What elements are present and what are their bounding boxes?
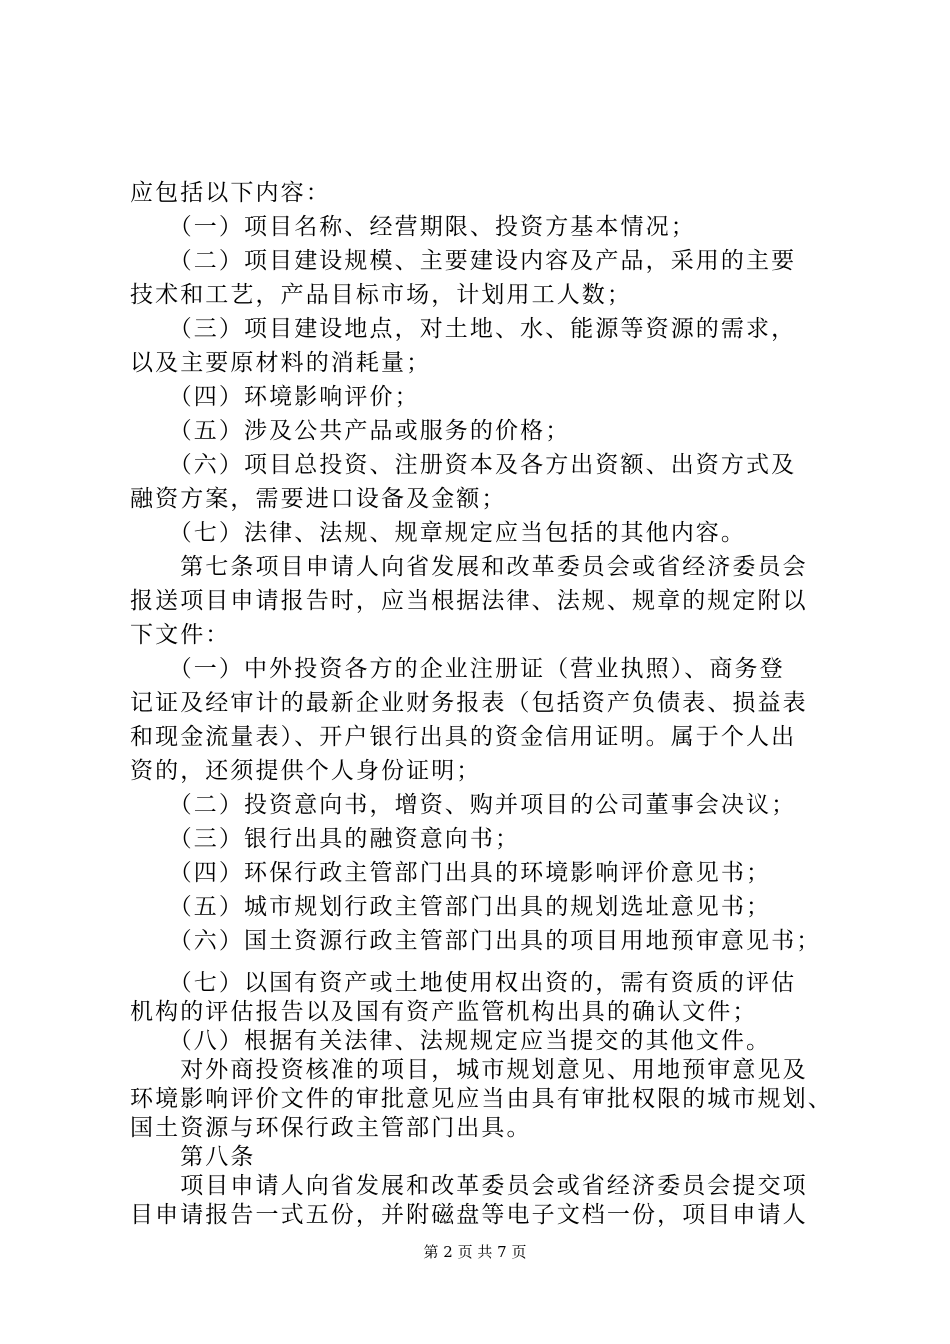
text-line: 项目申请人向省发展和改革委员会或省经济委员会提交项 — [130, 1173, 808, 1199]
text-line: 国土资源与环保行政主管部门出具。 — [130, 1115, 532, 1141]
text-line: （二）投资意向书，增资、购并项目的公司董事会决议； — [130, 792, 797, 818]
text-line: 目申请报告一式五份，并附磁盘等电子文档一份，项目申请人 — [130, 1202, 808, 1228]
text-line: （五）涉及公共产品或服务的价格； — [130, 418, 571, 444]
text-line: 机构的评估报告以及国有资产监管机构出具的确认文件； — [130, 999, 758, 1025]
text-line: 记证及经审计的最新企业财务报表（包括资产负债表、损益表 — [130, 690, 808, 716]
text-line: 技术和工艺，产品目标市场，计划用工人数； — [130, 282, 632, 308]
text-line: 融资方案，需要进口设备及金额； — [130, 486, 507, 512]
text-line: 第八条 — [130, 1144, 256, 1170]
text-line: （七）法律、法规、规章规定应当包括的其他内容。 — [130, 520, 746, 546]
text-line: （一）项目名称、经营期限、投资方基本情况； — [130, 214, 696, 240]
text-line: （四）环境影响评价； — [130, 384, 420, 410]
text-line: （一）中外投资各方的企业注册证（营业执照）、商务登 — [130, 656, 785, 682]
text-line: （三）银行出具的融资意向书； — [130, 826, 521, 852]
text-line: （三）项目建设地点，对土地、水、能源等资源的需求， — [130, 316, 797, 342]
text-line: （二）项目建设规模、主要建设内容及产品，采用的主要 — [130, 248, 797, 274]
text-line: 第七条项目申请人向省发展和改革委员会或省经济委员会 — [130, 554, 808, 580]
text-line: （四）环保行政主管部门出具的环境影响评价意见书； — [130, 860, 772, 886]
text-line: 报送项目申请报告时，应当根据法律、法规、规章的规定附以 — [130, 588, 808, 614]
text-line: 下文件： — [130, 622, 231, 648]
text-line: 环境影响评价文件的审批意见应当由具有审批权限的城市规划、 — [130, 1086, 833, 1112]
text-line: 以及主要原材料的消耗量； — [130, 350, 432, 376]
page-footer: 第 2 页 共 7 页 — [423, 1243, 527, 1261]
text-line: 对外商投资核准的项目，城市规划意见、用地预审意见及 — [130, 1057, 808, 1083]
text-line: 和现金流量表）、开户银行出具的资金信用证明。属于个人出 — [130, 724, 797, 750]
text-line: （六）国土资源行政主管部门出具的项目用地预审意见书； — [130, 928, 822, 954]
text-line: 资的，还须提供个人身份证明； — [130, 758, 482, 784]
text-line: （七）以国有资产或土地使用权出资的，需有资质的评估 — [130, 970, 797, 996]
text-line: （八）根据有关法律、法规规定应当提交的其他文件。 — [130, 1028, 772, 1054]
text-line: （六）项目总投资、注册资本及各方出资额、出资方式及 — [130, 452, 797, 478]
text-line: （五）城市规划行政主管部门出具的规划选址意见书； — [130, 894, 772, 920]
text-line: 应包括以下内容： — [130, 180, 331, 206]
